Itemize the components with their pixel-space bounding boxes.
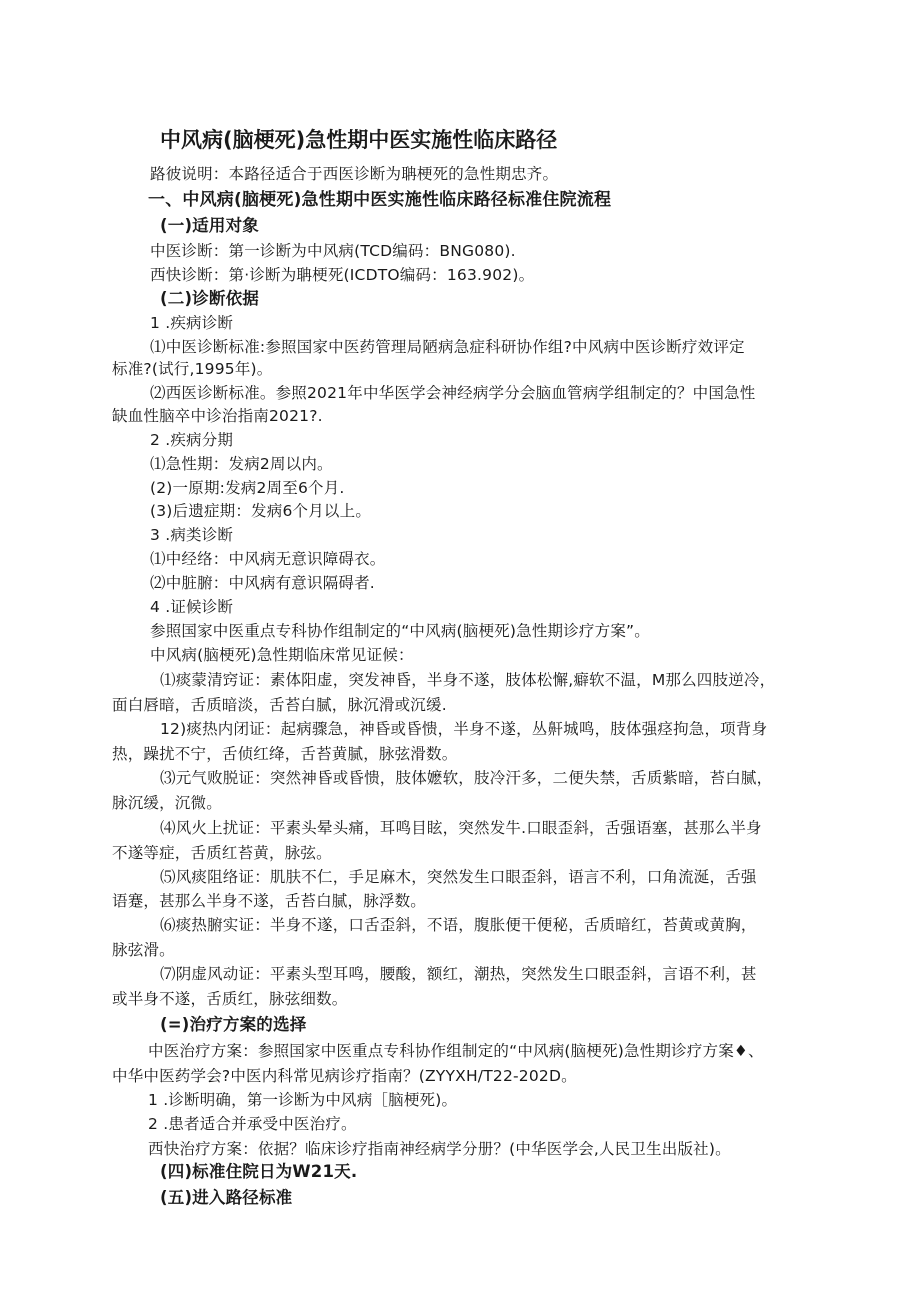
sub-5-heading: (五)进入路径标准 (160, 1188, 293, 1207)
paragraph-line: ⑴中医诊断标准:参照国家中医药管理局陋病急症科研协作组?中风病中医诊断疗效评定 (150, 338, 745, 356)
paragraph-line: ⑴急性期：发病2周以内。 (150, 455, 333, 473)
paragraph-line: 脉弦滑。 (112, 941, 175, 959)
intro-text: 路彼说明：本路径适合于西医诊断为聃梗死的急性期忠齐。 (150, 165, 559, 183)
sub-1-heading: (一)适用对象 (160, 216, 259, 235)
paragraph-line: 中风病(脑梗死)急性期临床常见证候： (150, 646, 414, 664)
paragraph-line: ⑵中脏腑：中风病有意识隔碍者. (150, 574, 375, 592)
section-1-heading: 一、中风病(脑梗死)急性期中医实施性临床路径标准住院流程 (148, 190, 612, 210)
paragraph-line: ⑵西医诊断标准。参照2021年中华医学会神经病学分会脑血管病学组制定的？中国急性 (150, 384, 756, 402)
paragraph-line: 或半身不遂，舌质红，脉弦细数。 (112, 990, 348, 1008)
paragraph-line: 4 .证候诊断 (150, 598, 234, 616)
paragraph-line: 西快诊断：第·诊断为聃梗死(ICDTO编码：163.902)。 (150, 266, 535, 284)
paragraph-line: 面白唇暗，舌质暗淡，舌苔白腻，脉沉滑或沉缓. (112, 696, 447, 714)
sub-2-heading: (二)诊断依据 (160, 289, 259, 308)
paragraph-line: ⑹痰热腑实证：半身不遂，口舌歪斜，不语，腹胀便干便秘，舌质暗红，苔黄或黄胸， (160, 916, 757, 934)
paragraph-line: ⑶元气败脱证：突然神昏或昏愦，肢体嬷软，肢冷汗多，二便失禁，舌质紫暗，苔白腻， (160, 769, 773, 787)
paragraph-line: 中华中医药学会?中医内科常见病诊疗指南？(ZYYXH/T22-202D。 (112, 1067, 577, 1085)
paragraph-line: 2 .疾病分期 (150, 431, 234, 449)
paragraph-line: 西快治疗方案：依据？临床诊疗指南神经病学分册？(中华医学会,人民卫生出版社)。 (148, 1140, 731, 1158)
paragraph-line: 中医治疗方案：参照国家中医重点专科协作组制定的“中风病(脑梗死)急性期诊疗方案♦、 (148, 1042, 764, 1060)
sub-4-heading: (四)标准住院日为W21天. (160, 1162, 358, 1181)
paragraph-line: ⑸风痰阻络证：肌肤不仁，手足麻木，突然发生口眼歪斜，语言不利，口角流涎，舌强 (160, 868, 757, 886)
paragraph-line: 1 .诊断明确，第一诊断为中风病［脑梗死)。 (148, 1091, 458, 1109)
paragraph-line: 12)痰热内闭证：起病骤急，神昏或昏愦，半身不遂，丛鼾城鸣，肢体强痉拘急，项背身 (160, 720, 768, 738)
paragraph-line: 2 .患者适合并承受中医治疗。 (148, 1115, 357, 1133)
paragraph-line: ⑴痰蒙清窍证：素体阳虚，突发神昏，半身不遂，肢体松懈,癖软不温，M那么四肢逆冷， (160, 671, 776, 689)
paragraph-line: 语蹇，甚那么半身不遂，舌苔白腻，脉浮数。 (112, 892, 427, 910)
paragraph-line: 参照国家中医重点专科协作组制定的“中风病(脑梗死)急性期诊疗方案”。 (150, 622, 650, 640)
paragraph-line: ⑷风火上扰证：平素头晕头痛，耳鸣目眩，突然发牛.口眼歪斜，舌强语塞，甚那么半身 (160, 819, 762, 837)
paragraph-line: 标准?(试行,1995年)。 (112, 360, 273, 378)
paragraph-line: ⑴中经络：中风病无意识障碍衣。 (150, 550, 386, 568)
paragraph-line: 1 .疾病诊断 (150, 314, 234, 332)
sub-3-heading: (=)治疗方案的选择 (160, 1015, 307, 1034)
paragraph-line: (2)一原期:发病2周至6个月. (150, 479, 345, 497)
paragraph-line: ⑺阴虚风动证：平素头型耳鸣，腰酸，额红，潮热，突然发生口眼歪斜，言语不利，甚 (160, 965, 757, 983)
paragraph-line: 3 .病类诊断 (150, 526, 234, 544)
paragraph-line: 中医诊断：第一诊断为中风病(TCD编码：BNG080). (150, 242, 516, 260)
paragraph-line: 不遂等症，舌质红苔黄，脉弦。 (112, 844, 332, 862)
document-title: 中风病(脑梗死)急性期中医实施性临床路径 (160, 128, 558, 152)
paragraph-line: 热，躁扰不宁，舌侦红绛，舌苔黄腻，脉弦滑数。 (112, 745, 458, 763)
paragraph-line: (3)后遗症期：发病6个月以上。 (150, 502, 372, 520)
paragraph-line: 缺血性脑卒中诊治指南2021?. (112, 407, 323, 425)
paragraph-line: 脉沉缓，沉微。 (112, 794, 222, 812)
